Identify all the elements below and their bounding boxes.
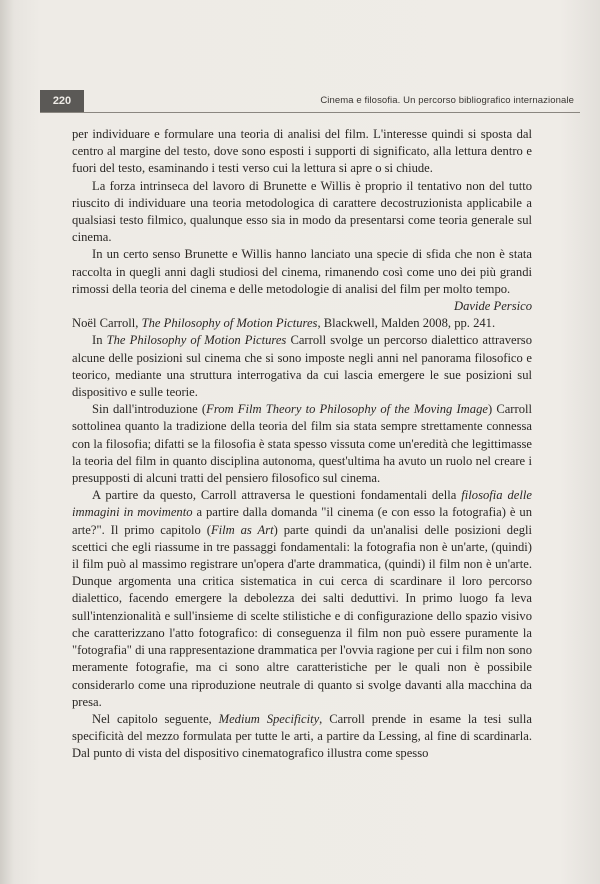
text-run: ) Carroll sottolinea quanto la tradizione della teoria del film sia stata sempre strettamente connessa con la filosofia; difatti se la filosofia è stata spesso vissuta come un'eredità che legittimasse la teoria del film in quanto disciplina autonoma, quest'ultima ha avuto un ruolo nel creare i presupposti di alcuni tratti del pensiero filosofico sul cinema. [72,402,532,486]
text-run: , Carroll prende in esame la tesi sulla specificità del mezzo formulata per tutte le arti, a partire da Lessing, al fine di scardinarla. Dal punto di vista del dispositivo cinematografico illustra come spesso [72,711,532,761]
review2-heading [72,315,532,332]
text-run: a partire dalla domanda "il cinema (e con esso la fotografia) è un arte?". Il primo capitolo ( [72,505,532,537]
chapter-title: Film as Art [210,522,274,537]
book-title: The Philosophy of Motion Pictures [106,333,287,348]
header-rule [40,112,580,113]
review1-paragraph-1: per individuare e formulare una teoria di analisi del film. L'interesse quindi si sposta dal centro al margine del testo, dove sono esposti i supporti di significato, alla lettura dentro e fuori del testo, esaminando i testi verso cui la lettura si apre o si chiude. [72,127,532,176]
review2-paragraph-4 [72,711,532,763]
heading-book-title: The Philosophy of Motion Pictures [141,316,318,331]
heading-publisher: , Blackwell, Malden 2008, pp. 241. [317,316,496,331]
chapter-title: Medium Specificity [218,711,320,726]
review1-paragraph-3: In un certo senso Brunette e Willis hanno lanciato una specie di sfida che non è stata raccolta in quegli anni dagli studiosi del cinema, rimanendo così come uno dei più grandi rimossi della teoria del cinema e delle metodologie di analisi del film per molto tempo. [72,247,532,296]
text-run: ) parte quindi da un'analisi delle posizioni degli scettici che egli riassume in tre passaggi fondamentali: la fotografia non è un'arte, (quindi) il film può al massimo registrare un'opera d'arte drammatica, (quindi) il film non è un'arte. Dunque argomenta una critica sistematica in cui cerca di scardinare il loro percorso dialettico, facendo emergere la debolezza dei salti deduttivi. In primo luogo fa leva sull'intenzionalità e sull'insieme di scelte stilistiche e di configurazione dello spazio visivo che caratterizzano l'atto fotografico: di conseguenza il film non può essere puramente la "fotografia" di una rappresentazione drammatica per l'ovvia ragione per cui i film non sono meramente fotografie, ma ci sono altre caratteristiche per le quali non è possibile considerarlo come una riproduzione neutrale di quanto si svolge davanti alla macchina da presa. [72,522,532,709]
introduction-title: From Film Theory to Philosophy of the Moving Image [206,402,488,417]
text-run: A partire da questo, Carroll attraversa le questioni fondamentali della [92,488,457,503]
text-run: Sin dall'introduzione ( [92,402,207,417]
text-run: Carroll svolge un percorso dialettico attraverso alcune delle posizioni sul cinema che si sono imposte negli anni nel panorama filosofico e teorico, mediante una struttura interrogativa da cui lascia emergere le sue posizioni sul dispositivo e sulle teorie. [72,333,533,400]
review2-paragraph-1 [72,332,532,401]
heading-author: Noël Carroll, [72,316,139,331]
page-body [72,126,532,763]
text-run: In [92,333,103,348]
review1-author-signature: Davide Persico [454,299,532,314]
review2-paragraph-3 [72,487,532,711]
review1-paragraph-2: La forza intrinseca del lavoro di Brunette e Willis è proprio il tentativo non del tutto riuscito di individuare una teoria metodologica di carattere decostruzionista applicabile a qualsiasi testo filmico, qualunque esso sia in modo da presentarsi come teoria generale sul cinema. [72,178,532,245]
text-run: Nel capitolo seguente, [92,711,212,726]
page-number: 220 [40,90,84,112]
page-header [40,90,580,112]
review2-paragraph-2 [72,401,532,487]
concept-title: filosofia delle immagini in movimento [72,488,532,520]
running-title: Cinema e filosofia. Un percorso bibliografico internazionale [320,95,574,106]
